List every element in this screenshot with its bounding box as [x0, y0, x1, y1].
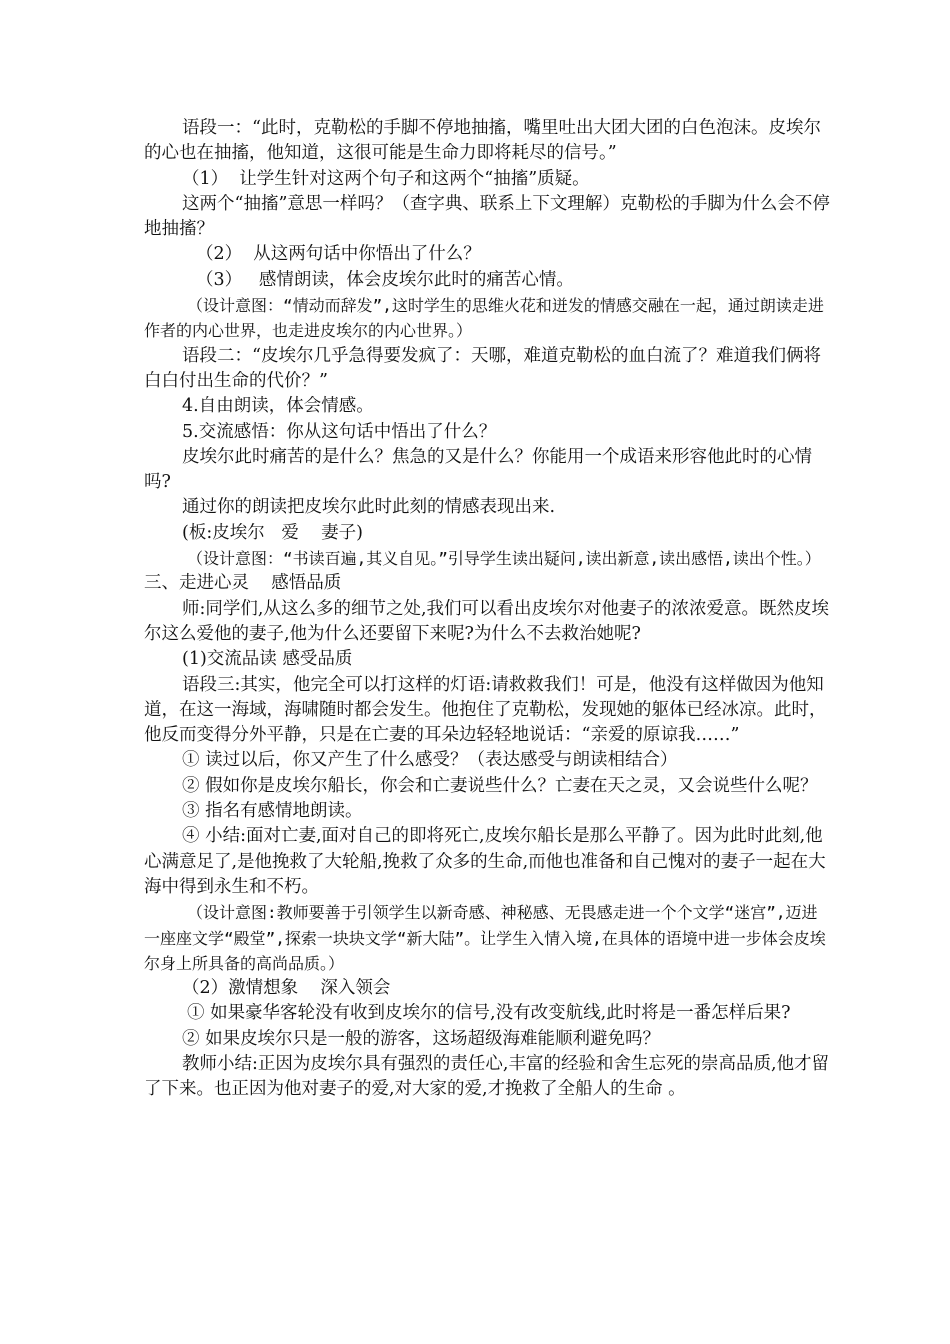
item-circle-2: ② 假如你是皮埃尔船长，你会和亡妻说些什么？亡妻在天之灵，又会说些什么呢？: [182, 775, 818, 796]
section-three-heading: 三、走进心灵 感悟品质: [144, 573, 342, 594]
question-2: （2） 从这两句话中你悟出了什么？: [196, 244, 481, 265]
item-circle-1: ① 读过以后，你又产生了什么感受？（表达感受与朗读相结合）: [182, 750, 678, 771]
board-note: (板:皮埃尔 爱 妻子): [182, 522, 363, 543]
question-3: （3） 感情朗读，体会皮埃尔此时的痛苦心情。: [196, 269, 574, 290]
step-5: 5.交流感悟：你从这句话中悟出了什么？: [182, 421, 497, 442]
question-1: （1） 让学生针对这两个句子和这两个“抽搐”质疑。: [182, 168, 590, 189]
passage-three-quote: 语段三:其实，他完全可以打这样的灯语:请救救我们！可是，他没有这样做因为他知道，在这一海域，海啸随时都会发生。他抱住了克勒松，发现她的躯体已经冰凉。此时，他反而变得分外平静，只是在亡妻的耳朵边轻轻地说话：“亲爱的原谅我……”: [144, 674, 827, 746]
design-intent-1: （设计意图：“情动而辞发”,这时学生的思维火花和迸发的情感交融在一起，通过朗读走进作者的内心世界，也走进皮埃尔的内心世界。）: [144, 296, 824, 341]
item-circle-3: ③ 指名有感情地朗读。: [182, 801, 363, 822]
passage-one-quote: 语段一：“此时，克勒松的手脚不停地抽搐，嘴里吐出大团大团的白色泡沫。皮埃尔的心也在抽搐，他知道，这很可能是生命力即将耗尽的信号。”: [144, 118, 821, 164]
imagine-1: ① 如果豪华客轮没有收到皮埃尔的信号,没有改变航线,此时将是一番怎样后果?: [187, 1003, 791, 1024]
subsection-2: （2）激情想象 深入领会: [182, 978, 391, 999]
teacher-summary: 教师小结:正因为皮埃尔具有强烈的责任心,丰富的经验和舍生忘死的崇高品质,他才留了下来。也正因为他对妻子的爱,对大家的爱,才挽救了全船人的生命 。: [144, 1053, 830, 1100]
step-4: 4.自由朗读，体会情感。: [182, 396, 374, 417]
design-intent-2: （设计意图：“书读百遍,其义自见。”引导学生读出疑问,读出新意,读出感悟,读出个性。）: [187, 549, 821, 569]
subsection-1: (1)交流品读 感受品质: [182, 649, 353, 670]
imagine-2: ② 如果皮埃尔只是一般的游客，这场超级海难能顺利避免吗？: [182, 1028, 661, 1049]
design-intent-3: （设计意图:教师要善于引领学生以新奇感、神秘感、无畏感走进一个个文学“迷宫”,迈进一座座文学“殿堂”,探索一块块文学“新大陆”。让学生入情入境,在具体的语境中进一步体会皮埃尔身上所具备的高尚品质。）: [144, 903, 826, 973]
teacher-prompt: 师:同学们,从这么多的细节之处,我们可以看出皮埃尔对他妻子的浓浓爱意。既然皮埃尔这么爱他的妻子,他为什么还要留下来呢?为什么不去救治她呢?: [144, 598, 830, 644]
item-circle-4: ④ 小结:面对亡妻,面对自己的即将死亡,皮埃尔船长是那么平静了。因为此时此刻,他心满意足了,是他挽救了大轮船,挽救了众多的生命,而他也准备和自己愧对的妻子一起在大海中得到永生和不朽。: [144, 826, 826, 897]
step-5-questions: 皮埃尔此时痛苦的是什么？焦急的又是什么？你能用一个成语来形容他此时的心情吗?: [144, 446, 812, 493]
question-1-detail: 这两个“抽搐”意思一样吗？（查字典、联系上下文理解）克勒松的手脚为什么会不停地抽搐？: [144, 193, 830, 240]
reading-instruction: 通过你的朗读把皮埃尔此时此刻的情感表现出来.: [182, 497, 556, 518]
passage-two-quote: 语段二：“皮埃尔几乎急得要发疯了：天哪，难道克勒松的血白流了？难道我们俩将白白付出生命的代价？”: [144, 345, 821, 391]
